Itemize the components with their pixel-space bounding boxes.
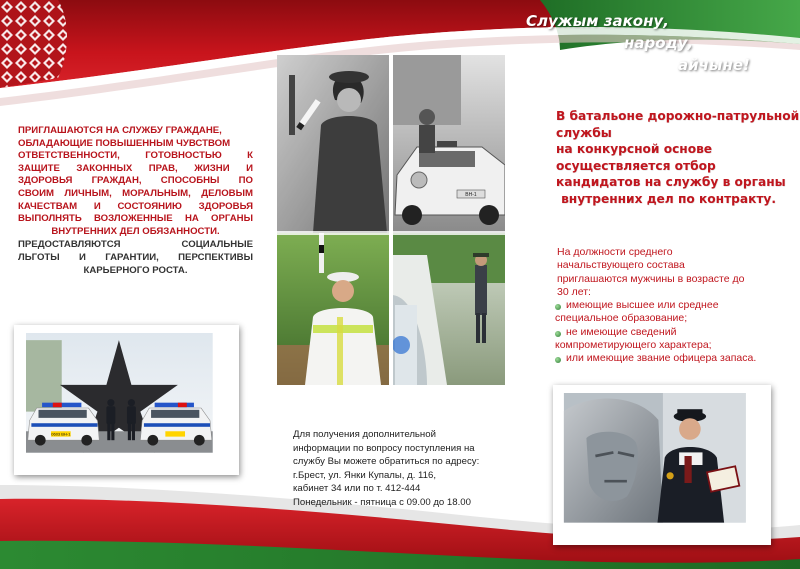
recruitment-title: [556, 108, 800, 208]
title-line: осуществляется отбор: [556, 158, 716, 173]
intro-line: приглашаются мужчины в возрасте до: [557, 272, 745, 285]
photo-collage: [277, 55, 505, 385]
benefits-line: ПРЕДОСТАВЛЯЮТСЯ СОЦИАЛЬНЫЕ: [18, 239, 253, 251]
contact-info: [293, 428, 513, 510]
requirement-text: имеющие высшее или среднее: [566, 299, 719, 311]
contact-line: кабинет 34 или по т. 412-444: [293, 483, 421, 495]
benefits-line: КАРЬЕРНОГО РОСТА.: [83, 264, 188, 276]
invitation-line: ПРИГЛАШАЮТСЯ НА СЛУЖБУ ГРАЖДАНЕ,: [18, 125, 222, 136]
title-line: на конкурсной основе: [556, 142, 713, 157]
title-line: внутренних дел по контракту.: [561, 191, 776, 206]
invitation-line: ОБЛАДАЮЩИЕ ПОВЫШЕННЫМ ЧУВСТВОМ: [18, 137, 231, 149]
invitation-line: ОТВЕТСТВЕННОСТИ, ГОТОВНОСТЬЮ К: [18, 150, 253, 162]
invitation-text: [18, 125, 253, 277]
intro-line: начальствующего состава: [557, 259, 685, 272]
officer-monument-illustration: [553, 385, 771, 545]
requirement-text: специальное образование;: [555, 312, 688, 325]
title-line: В батальоне дорожно-патрульной: [556, 109, 800, 123]
intro-line: На должности среднего: [557, 246, 673, 258]
list-item: [555, 326, 780, 353]
contact-line: Для получения дополнительной: [293, 429, 436, 440]
slogan-line-1: Служым закону,: [526, 12, 669, 30]
title-line: кандидатов на службу в органы: [556, 175, 786, 190]
photo-officer-monument: [553, 385, 771, 545]
invitation-line: ВЫПОЛНЯТЬ ВОЗЛОЖЕННЫЕ НА ОРГАНЫ: [18, 213, 253, 225]
intro-line: 30 лет:: [557, 285, 591, 298]
license-plate-center: ВН-1: [465, 192, 477, 198]
requirement-text: компрометирующего характера;: [555, 338, 712, 351]
invitation-line: ЗДОРОВЬЯ ГРАЖДАН, СПОСОБНЫ ПО: [18, 175, 253, 187]
green-bullet-icon: [555, 304, 561, 310]
list-item: [555, 352, 780, 365]
green-bullet-icon: [555, 357, 561, 363]
slogan-line-2: народу,: [624, 34, 694, 52]
contact-line: службу Вы можете обратиться по адресу:: [293, 456, 480, 468]
invitation-line: СВОИМ ЛИЧНЫМ, МОРАЛЬНЫМ, ДЕЛОВЫМ: [18, 187, 253, 199]
license-plate-left: 0603 ВН-1: [51, 431, 71, 437]
invitation-line: КАЧЕСТВАМ И СОСТОЯНИЮ ЗДОРОВЬЯ: [18, 200, 253, 212]
requirement-text: или имеющие звание офицера запаса.: [566, 352, 757, 365]
benefits-line: ЛЬГОТЫ И ГАРАНТИИ, ПЕРСПЕКТИВЫ: [18, 251, 253, 263]
invitation-line: ВНУТРЕННИХ ДЕЛ ОБЯЗАННОСТИ.: [51, 225, 220, 237]
photo-patrol-cars: [14, 325, 239, 475]
patrol-cars-illustration: [14, 325, 239, 475]
invitation-line: ЗАЩИТЕ ЗАКОННЫХ ПРАВ, ЖИЗНИ И: [18, 162, 253, 174]
invitation-paragraph: [18, 125, 253, 238]
requirements-list: [555, 299, 780, 365]
green-bullet-icon: [555, 331, 561, 337]
eligibility-intro: [557, 246, 772, 299]
contact-line: г.Брест, ул. Янки Купалы, д. 116,: [293, 469, 437, 481]
slogan-line-3: айчыне!: [678, 56, 750, 74]
title-line: службы: [556, 125, 612, 140]
contact-line: Понедельник - пятница с 09.00 до 18.00: [293, 496, 471, 508]
requirement-text: не имеющие сведений: [566, 325, 677, 338]
list-item: [555, 299, 780, 326]
benefits-paragraph: [18, 239, 253, 277]
slogan: [518, 10, 778, 76]
contact-line: информации по вопросу поступления на: [293, 442, 475, 454]
